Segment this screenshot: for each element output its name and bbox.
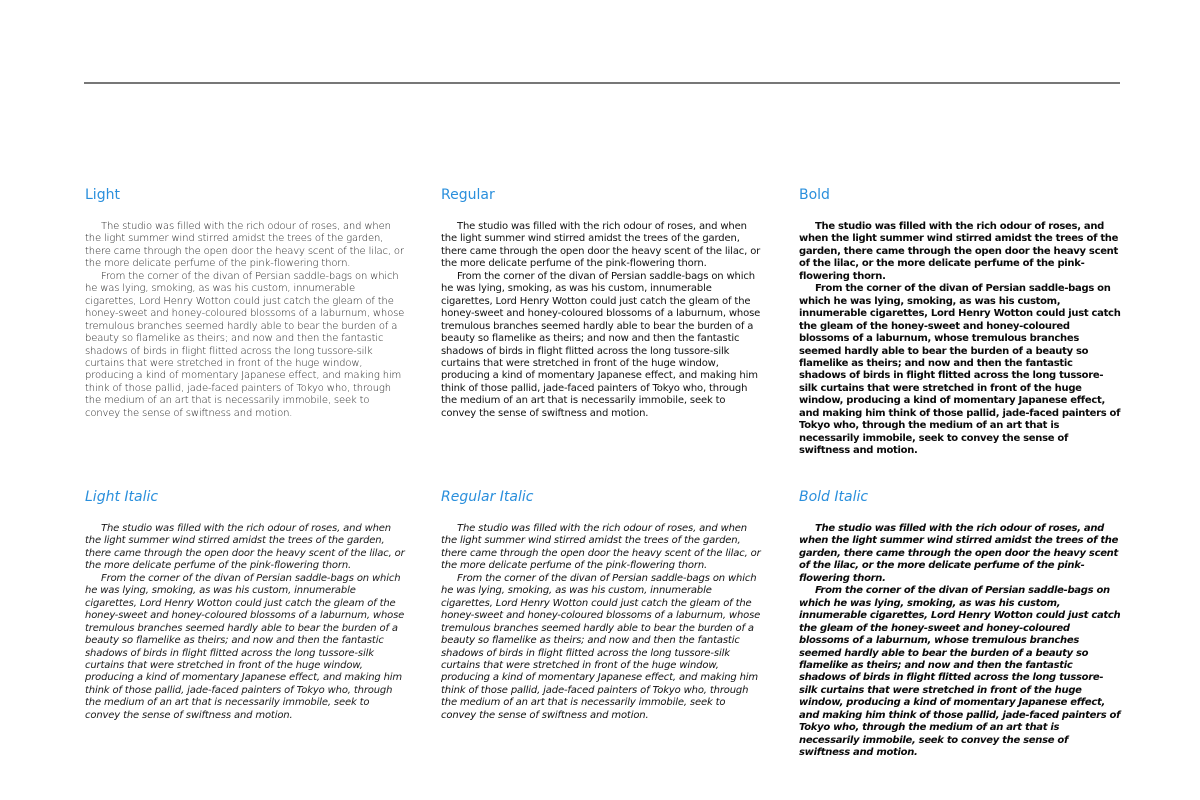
paragraph-1: The studio was filled with the rich odour of roses, and when the light summer wind stirred amidst the trees of the garden, there came through the open door the heavy scent of the lilac, or the more delicate perfume of the pink-flowering thorn.	[799, 523, 1119, 584]
specimen-bold	[799, 186, 1121, 458]
paragraph-1: The studio was filled with the rich odour of roses, and when the light summer wind stirred amidst the trees of the garden, there came through the open door the heavy scent of the lilac, or the more delicate perfume of the pink-flowering thorn.	[441, 221, 761, 270]
specimen-title: Bold	[799, 187, 830, 203]
paragraph-2: From the corner of the divan of Persian saddle-bags on which he was lying, smoking, as was his custom, innumerable cigarettes, Lord Henry Wotton could just catch the gleam of the honey-sweet and honey-coloured blossoms of a laburnum, whose tremulous branches seemed hardly able to bear the burden of a beauty so flamelike as theirs; and now and then the fantastic shadows of birds in flight flitted across the long tussore-silk curtains that were stretched in front of the huge window, producing a kind of momentary Japanese effect, and making him think of those pallid, jade-faced painters of Tokyo who, through the medium of an art that is necessarily immobile, seek to convey the sense of swiftness and motion.	[799, 585, 1121, 759]
paragraph-2: From the corner of the divan of Persian saddle-bags on which he was lying, smoking, as was his custom, innumerable cigarettes, Lord Henry Wotton could just catch the gleam of the honey-sweet and honey-coloured blossoms of a laburnum, whose tremulous branches seemed hardly able to bear the burden of a beauty so flamelike as theirs; and now and then the fantastic shadows of birds in flight flitted across the long tussore-silk curtains that were stretched in front of the huge window, producing a kind of momentary Japanese effect, and making him think of those pallid, jade-faced painters of Tokyo who, through the medium of an art that is necessarily immobile, seek to convey the sense of swiftness and motion.	[85, 270, 405, 419]
specimen-light-italic	[85, 488, 407, 722]
paragraph-1: The studio was filled with the rich odour of roses, and when the light summer wind stirred amidst the trees of the garden, there came through the open door the heavy scent of the lilac, or the more delicate perfume of the pink-flowering thorn.	[799, 221, 1119, 282]
specimen-light	[85, 186, 407, 420]
specimen-title: Light Italic	[85, 489, 159, 505]
specimen-regular-italic	[441, 488, 763, 722]
paragraph-2: From the corner of the divan of Persian saddle-bags on which he was lying, smoking, as was his custom, innumerable cigarettes, Lord Henry Wotton could just catch the gleam of the honey-sweet and honey-coloured blossoms of a laburnum, whose tremulous branches seemed hardly able to bear the burden of a beauty so flamelike as theirs; and now and then the fantastic shadows of birds in flight flitted across the long tussore-silk curtains that were stretched in front of the huge window, producing a kind of momentary Japanese effect, and making him think of those pallid, jade-faced painters of Tokyo who, through the medium of an art that is necessarily immobile, seek to convey the sense of swiftness and motion.	[441, 572, 761, 721]
specimen-body	[441, 221, 763, 420]
top-divider-rule	[84, 82, 1120, 84]
specimen-regular	[441, 186, 763, 420]
specimen-body	[799, 523, 1121, 760]
specimen-title: Regular	[441, 187, 495, 203]
paragraph-2: From the corner of the divan of Persian saddle-bags on which he was lying, smoking, as was his custom, innumerable cigarettes, Lord Henry Wotton could just catch the gleam of the honey-sweet and honey-coloured blossoms of a laburnum, whose tremulous branches seemed hardly able to bear the burden of a beauty so flamelike as theirs; and now and then the fantastic shadows of birds in flight flitted across the long tussore-silk curtains that were stretched in front of the huge window, producing a kind of momentary Japanese effect, and making him think of those pallid, jade-faced painters of Tokyo who, through the medium of an art that is necessarily immobile, seek to convey the sense of swiftness and motion.	[441, 270, 761, 419]
paragraph-1: The studio was filled with the rich odour of roses, and when the light summer wind stirred amidst the trees of the garden, there came through the open door the heavy scent of the lilac, or the more delicate perfume of the pink-flowering thorn.	[85, 523, 405, 572]
specimen-body	[85, 221, 407, 420]
specimen-title: Bold Italic	[799, 489, 869, 505]
paragraph-2: From the corner of the divan of Persian saddle-bags on which he was lying, smoking, as was his custom, innumerable cigarettes, Lord Henry Wotton could just catch the gleam of the honey-sweet and honey-coloured blossoms of a laburnum, whose tremulous branches seemed hardly able to bear the burden of a beauty so flamelike as theirs; and now and then the fantastic shadows of birds in flight flitted across the long tussore-silk curtains that were stretched in front of the huge window, producing a kind of momentary Japanese effect, and making him think of those pallid, jade-faced painters of Tokyo who, through the medium of an art that is necessarily immobile, seek to convey the sense of swiftness and motion.	[85, 572, 405, 721]
paragraph-2: From the corner of the divan of Persian saddle-bags on which he was lying, smoking, as was his custom, innumerable cigarettes, Lord Henry Wotton could just catch the gleam of the honey-sweet and honey-coloured blossoms of a laburnum, whose tremulous branches seemed hardly able to bear the burden of a beauty so flamelike as theirs; and now and then the fantastic shadows of birds in flight flitted across the long tussore-silk curtains that were stretched in front of the huge window, producing a kind of momentary Japanese effect, and making him think of those pallid, jade-faced painters of Tokyo who, through the medium of an art that is necessarily immobile, seek to convey the sense of swiftness and motion.	[799, 283, 1121, 457]
specimen-body	[85, 523, 407, 722]
paragraph-1: The studio was filled with the rich odour of roses, and when the light summer wind stirred amidst the trees of the garden, there came through the open door the heavy scent of the lilac, or the more delicate perfume of the pink-flowering thorn.	[441, 523, 761, 572]
specimen-title: Light	[85, 187, 120, 203]
specimen-title: Regular Italic	[441, 489, 534, 505]
specimen-bold-italic	[799, 488, 1121, 760]
specimen-body	[441, 523, 763, 722]
paragraph-1: The studio was filled with the rich odour of roses, and when the light summer wind stirred amidst the trees of the garden, there came through the open door the heavy scent of the lilac, or the more delicate perfume of the pink-flowering thorn.	[85, 221, 404, 270]
specimen-body	[799, 221, 1121, 458]
